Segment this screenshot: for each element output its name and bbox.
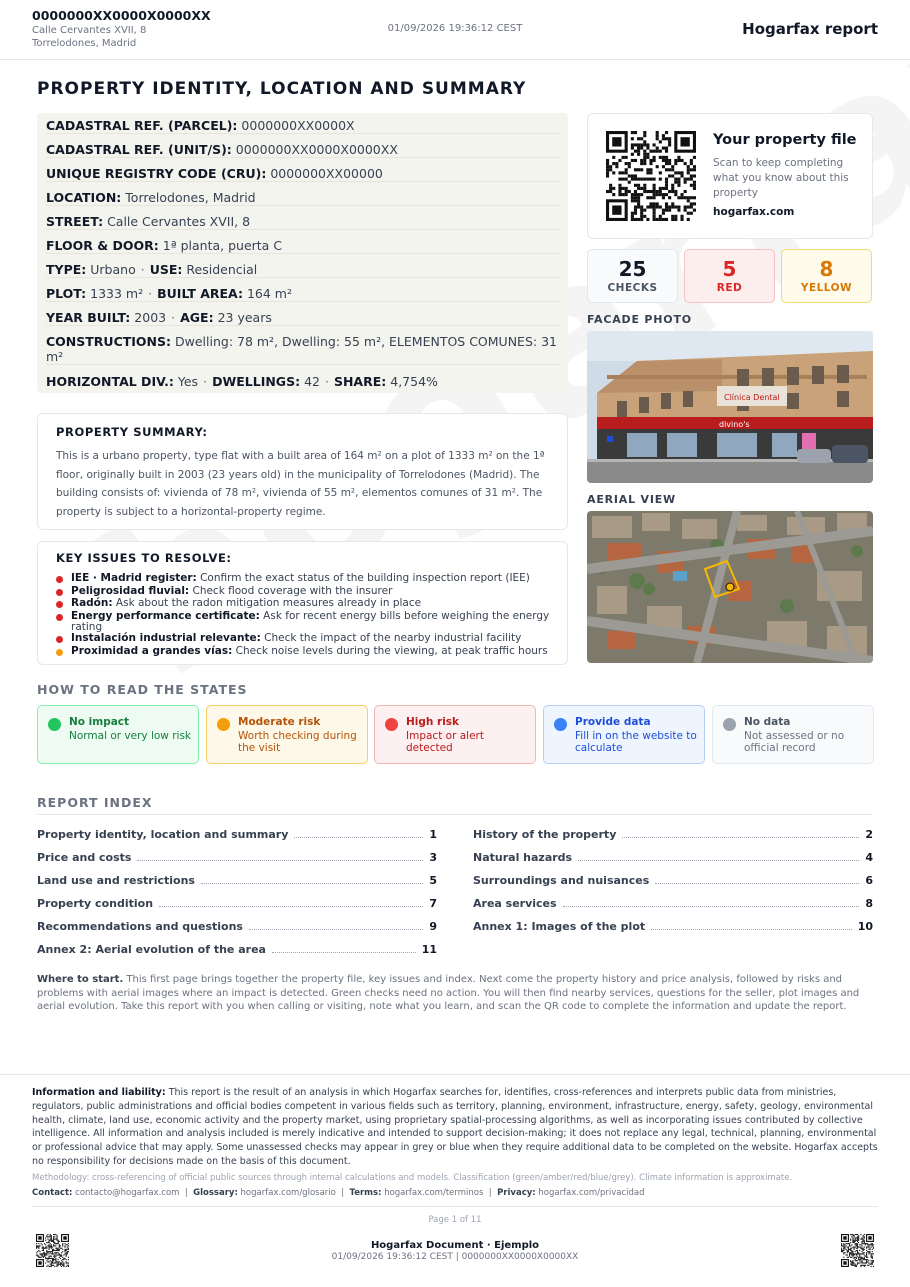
header-reference: 0000000XX0000X0000XX xyxy=(32,8,211,23)
bullet-icon xyxy=(56,636,63,643)
state-provide-data: Provide data Fill in on the website to calculate xyxy=(543,705,705,764)
index-entry[interactable]: History of the property 2 xyxy=(473,828,873,841)
footer-divider-2 xyxy=(32,1206,878,1207)
svg-text:Clínica Dental: Clínica Dental xyxy=(724,393,780,402)
issue-item: Peligrosidad fluvial: Check flood coverage with the insurer xyxy=(56,586,556,597)
header-address-line2: Torrelodones, Madrid xyxy=(32,38,137,49)
bullet-icon xyxy=(56,576,63,583)
bullet-icon xyxy=(56,614,63,621)
stat-checks: 25 CHECKS xyxy=(587,249,678,303)
index-entry[interactable]: Recommendations and questions 9 xyxy=(37,920,437,933)
green-dot-icon xyxy=(48,718,61,731)
index-entry[interactable]: Annex 2: Aerial evolution of the area 11 xyxy=(37,943,437,956)
page-title: PROPERTY IDENTITY, LOCATION AND SUMMARY xyxy=(37,79,527,99)
property-summary-card xyxy=(37,413,568,530)
state-high-risk: High risk Impact or alert detected xyxy=(374,705,536,764)
index-entry[interactable]: Property condition 7 xyxy=(37,897,437,910)
page-header xyxy=(0,0,910,60)
header-address-line1: Calle Cervantes XVII, 8 xyxy=(32,25,147,36)
bullet-icon xyxy=(56,601,63,608)
where-to-start: Where to start. This first page brings together the property file, key issues and index. Next come the property history and price analysis, followed by risks and problems with aerial images where an impact is detected. Green checks need no action. You will then find nearby services, questions for the seller, plot images and aerial evolution. Take this report with you when calling or visiting, note what you learn, and scan the QR code to complete the information and update the report. xyxy=(37,974,860,1012)
index-entry[interactable]: Area services 8 xyxy=(473,897,873,910)
index-entry[interactable]: Surroundings and nuisances 6 xyxy=(473,874,873,887)
header-report-title: Hogarfax report xyxy=(742,20,878,38)
id-row-horizontal: HORIZONTAL DIV.: Yes · DWELLINGS: 42 · SHARE: 4,754% xyxy=(46,374,438,389)
methodology-note: Methodology: cross-referencing of official public sources through internal calculations and models. Classification (green/amber/red/blue/grey). Climate information is approximate. xyxy=(32,1173,793,1183)
index-entry[interactable]: Annex 1: Images of the plot 10 xyxy=(473,920,873,933)
facade-photo xyxy=(587,331,873,483)
id-row-parcel: CADASTRAL REF. (PARCEL): 0000000XX0000X xyxy=(46,118,561,134)
id-row-street: STREET: Calle Cervantes XVII, 8 xyxy=(46,214,561,230)
qr-card-title: Your property file xyxy=(713,132,857,148)
issue-item: Radón: Ask about the radon mitigation measures already in place xyxy=(56,598,556,609)
key-issues-heading: KEY ISSUES TO RESOLVE: xyxy=(56,551,232,565)
footer-divider xyxy=(0,1074,910,1075)
id-row-plot-built: PLOT: 1333 m² · BUILT AREA: 164 m² xyxy=(46,286,561,302)
bullet-icon xyxy=(56,649,63,656)
state-no-data: No data Not assessed or no official record xyxy=(712,705,874,764)
issue-item: Proximidad a grandes vías: Check noise levels during the viewing, at peak traffic hours xyxy=(56,646,556,657)
issue-item: Energy performance certificate: Ask for recent energy bills before weighing the energy rating xyxy=(56,611,556,633)
privacy-link[interactable]: hogarfax.com/privacidad xyxy=(538,1188,645,1198)
footer-doc-subtitle: 01/09/2026 19:36:12 CEST | 0000000XX0000X0000XX xyxy=(331,1252,579,1262)
id-row-constructions: CONSTRUCTIONS: Dwelling: 78 m², Dwelling: 55 m², ELEMENTOS COMUNES: 31 m² xyxy=(46,334,561,365)
key-issues-card xyxy=(37,541,568,665)
page-number: Page 1 of 11 xyxy=(428,1215,482,1225)
blue-dot-icon xyxy=(554,718,567,731)
aerial-view xyxy=(587,511,873,663)
red-dot-icon xyxy=(385,718,398,731)
id-row-location: LOCATION: Torrelodones, Madrid xyxy=(46,190,561,206)
id-row-year-age: YEAR BUILT: 2003 · AGE: 23 years xyxy=(46,310,561,326)
header-datetime: 01/09/2026 19:36:12 CEST xyxy=(387,23,523,34)
info-liability: Information and liability: This report is the result of an analysis in which Hogarfax searches for, identifies, cross-references and interprets public data from ministries, regulators, public administrations and official bodies competent in various fields such as territory, planning, environment, infrastructure, energy, safety, geology, environmental health, climate, land use, economic activity and the property market, using proprietary spatial-processing algorithms, as well as incorporating issues contributed by collective intelligence. All information and analysis included is merely indicative and intended to support decision-making; it does not replace any legal, technical, planning, environmental or professional advice that may apply. Some unassessed checks may appear in grey or blue when they require additional data to be completed on the website. Hogarfax accepts no responsibility for decisions made on the basis of this document. xyxy=(32,1087,878,1167)
index-divider xyxy=(37,814,873,815)
footer-links: Contact: contacto@hogarfax.com | Glossary: hogarfax.com/glosario | Terms: hogarfax.com/terminos | Privacy: hogarfax.com/privacidad xyxy=(32,1188,645,1198)
summary-text: This is a urbano property, type flat with a built area of 164 m² on a plot of 1333 m² on the 1ª floor, originally built in 2003 (23 years old) in the municipality of Torrelodones (Madrid). The building consists of: vivienda of 78 m², vivienda of 55 m², elementos comunes of 31 m². The property is subject to a horizontal-property regime. xyxy=(56,450,545,518)
svg-text:divino's: divino's xyxy=(719,420,750,429)
issue-item: IEE · Madrid register: Confirm the exact status of the building inspection report (IEE) xyxy=(56,573,556,584)
index-entry[interactable]: Natural hazards 4 xyxy=(473,851,873,864)
index-entry[interactable]: Land use and restrictions 5 xyxy=(37,874,437,887)
id-row-unit: CADASTRAL REF. (UNIT/S): 0000000XX0000X0000XX xyxy=(46,142,561,158)
report-index-heading: REPORT INDEX xyxy=(37,795,153,810)
qr-code-icon[interactable] xyxy=(606,131,696,221)
qr-code-icon[interactable] xyxy=(841,1234,874,1267)
stat-red: 5 RED xyxy=(684,249,775,303)
stat-yellow: 8 YELLOW xyxy=(781,249,872,303)
index-entry[interactable]: Price and costs 3 xyxy=(37,851,437,864)
aerial-view-label: AERIAL VIEW xyxy=(587,493,676,506)
index-entry[interactable]: Property identity, location and summary 1 xyxy=(37,828,437,841)
qr-card-description: Scan to keep completing what you know about this property xyxy=(713,157,849,199)
states-heading: HOW TO READ THE STATES xyxy=(37,682,248,697)
facade-photo-label: FACADE PHOTO xyxy=(587,313,692,326)
amber-dot-icon xyxy=(217,718,230,731)
identity-box xyxy=(37,113,568,393)
state-no-impact: No impact Normal or very low risk xyxy=(37,705,199,764)
state-moderate-risk: Moderate risk Worth checking during the visit xyxy=(206,705,368,764)
summary-heading: PROPERTY SUMMARY: xyxy=(56,425,208,439)
id-row-type-use: TYPE: Urbano · USE: Residencial xyxy=(46,262,561,278)
grey-dot-icon xyxy=(723,718,736,731)
bullet-icon xyxy=(56,589,63,596)
qr-card-url[interactable]: hogarfax.com xyxy=(713,206,795,218)
footer-doc-title: Hogarfax Document · Ejemplo xyxy=(370,1240,540,1251)
contact-link[interactable]: contacto@hogarfax.com xyxy=(75,1188,180,1198)
property-file-card[interactable] xyxy=(587,113,873,239)
issue-item: Instalación industrial relevante: Check the impact of the nearby industrial facility xyxy=(56,633,556,644)
terms-link[interactable]: hogarfax.com/terminos xyxy=(384,1188,484,1198)
id-row-cru: UNIQUE REGISTRY CODE (CRU): 0000000XX00000 xyxy=(46,166,561,182)
glossary-link[interactable]: hogarfax.com/glosario xyxy=(240,1188,336,1198)
id-row-floor: FLOOR & DOOR: 1ª planta, puerta C xyxy=(46,238,561,254)
